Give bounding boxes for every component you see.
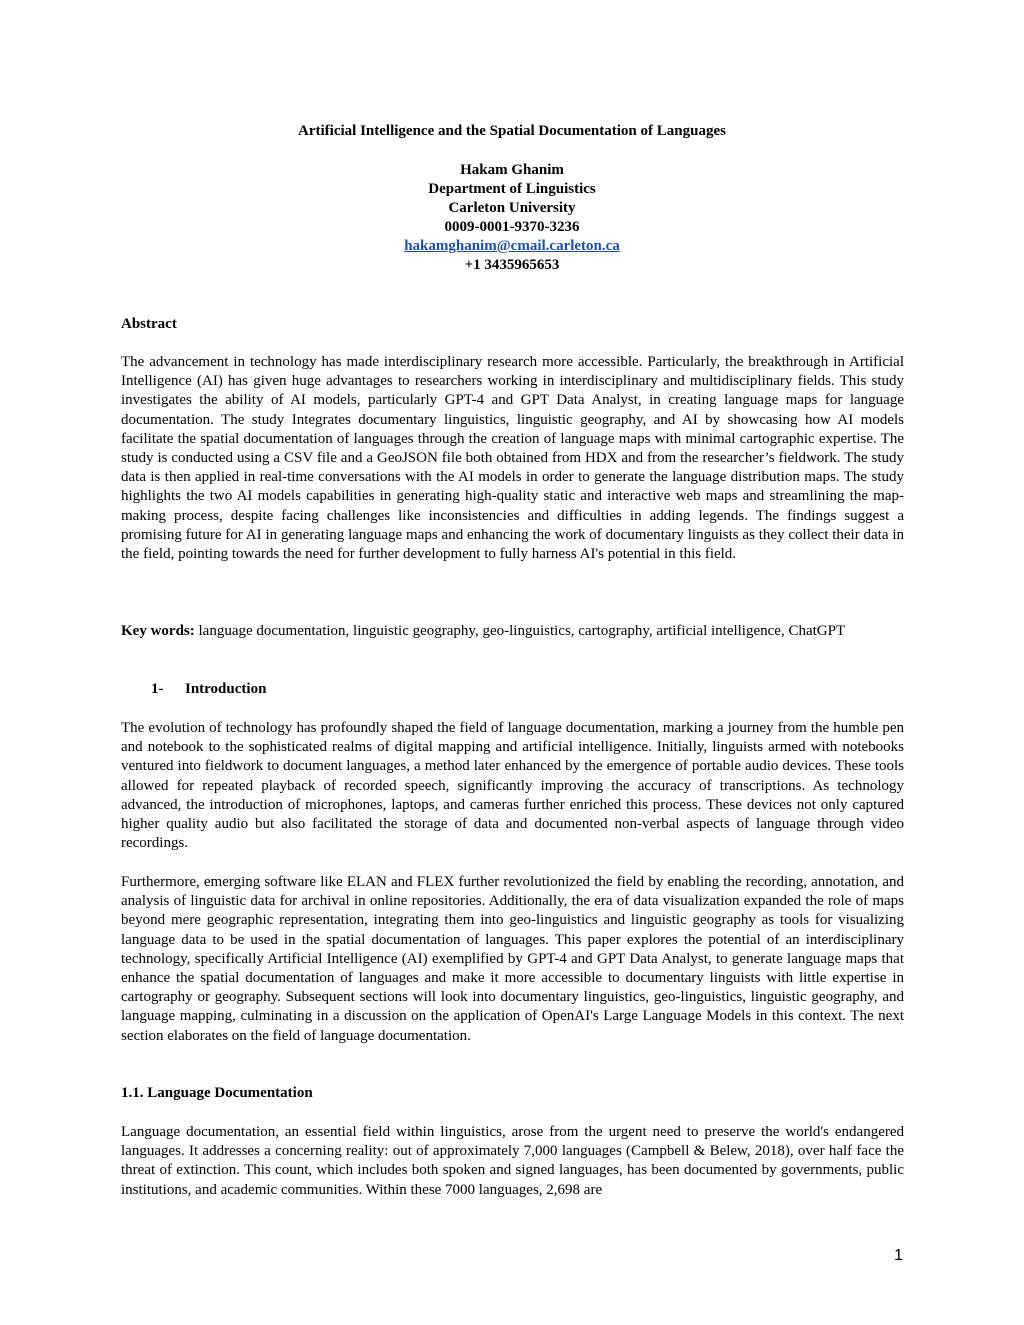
keywords	[121, 622, 904, 641]
section-1-1-heading: 1.1. Language Documentation	[121, 1085, 313, 1101]
intro-paragraph-2: Furthermore, emerging software like ELAN and FLEX further revolutionized the field by enabling the recording, annotation, and analysis of linguistic data for archival in online repositories. Additionally, the era of data visualization expanded the role of maps beyond mere geographic representation, integrating them into geo-linguistics and linguistic geography as tools for visualizing language data to be used in the spatial documentation of languages. This paper explores the potential of an interdisciplinary technology, specifically Artificial Intelligence (AI) exemplified by GPT-4 and GPT Data Analyst, to generate language maps that enhance the spatial documentation of languages and make it more accessible to documentary linguists with little expertise in cartography or geography. Subsequent sections will look into documentary linguistics, geo-linguistics, linguistic geography, and language mapping, culminating in a discussion on the application of OpenAI's Large Language Models in this context. The next section elaborates on the field of language documentation.	[121, 874, 904, 1044]
author-university: Carleton University	[448, 200, 576, 216]
paper-title: Artificial Intelligence and the Spatial Documentation of Languages	[298, 123, 726, 139]
author-email-link[interactable]: hakamghanim@cmail.carleton.ca	[404, 238, 620, 254]
abstract-text: The advancement in technology has made interdisciplinary research more accessible. Particularly, the breakthrough in Artificial Intelligence (AI) has given huge advantages to researchers working in interdisciplinary and multidisciplinary fields. This study investigates the ability of AI models, particularly GPT-4 and GPT Data Analyst, in creating language maps for language documentation. The study Integrates documentary linguistics, linguistic geography, and AI by showcasing how AI models facilitate the spatial documentation of languages through the creation of language maps with minimal cartographic expertise. The study is conducted using a CSV file and a GeoJSON file both obtained from HDX and from the researcher’s fieldwork. The study data is then applied in real-time conversations with the AI models in order to generate the language distribution maps. The study highlights the two AI models capabilities in generating high-quality static and interactive web maps and streamlining the map-making process, despite facing challenges like inconsistencies and difficulties in adding legends. The findings suggest a promising future for AI in generating language maps and enhancing the work of documentary linguists as they collect their data in the field, pointing towards the need for further development to fully harness AI's potential in this field.	[121, 354, 904, 563]
keywords-text: language documentation, linguistic geography, geo-linguistics, cartography, artificial intelligence, ChatGPT	[198, 623, 846, 639]
page-number: 1	[894, 1247, 903, 1264]
language-documentation-paragraph: Language documentation, an essential field within linguistics, arose from the urgent need to preserve the world's endangered languages. It addresses a concerning reality: out of approximately 7,000 languages (Campbell & Belew, 2018), over half face the threat of extinction. This count, which includes both spoken and signed languages, has been documented by governments, public institutions, and academic communities. Within these 7000 languages, 2,698 are	[121, 1124, 904, 1198]
author-phone: +1 3435965653	[464, 257, 560, 273]
section-1-title: Introduction	[185, 681, 267, 697]
intro-paragraph-1: The evolution of technology has profoundly shaped the field of language documentation, marking a journey from the humble pen and notebook to the sophisticated realms of digital mapping and artificial intelligence. Initially, linguists armed with notebooks ventured into fieldwork to document languages, a method later enhanced by the emergence of portable audio devices. These tools allowed for repeated playback of recorded speech, significantly improving the accuracy of transcriptions. As technology advanced, the introduction of microphones, laptops, and cameras further enriched this process. These devices not only captured higher quality audio but also facilitated the storage of data and documented non-verbal aspects of language through video recordings.	[121, 720, 904, 852]
abstract-heading: Abstract	[121, 316, 177, 332]
author-name: Hakam Ghanim	[460, 162, 564, 178]
section-1-heading	[151, 680, 266, 699]
author-orcid: 0009-0001-9370-3236	[444, 219, 580, 235]
keywords-label: Key words:	[121, 623, 195, 639]
section-1-number: 1-	[151, 681, 164, 697]
author-department: Department of Linguistics	[428, 181, 596, 197]
author-email-row	[0, 237, 1024, 256]
